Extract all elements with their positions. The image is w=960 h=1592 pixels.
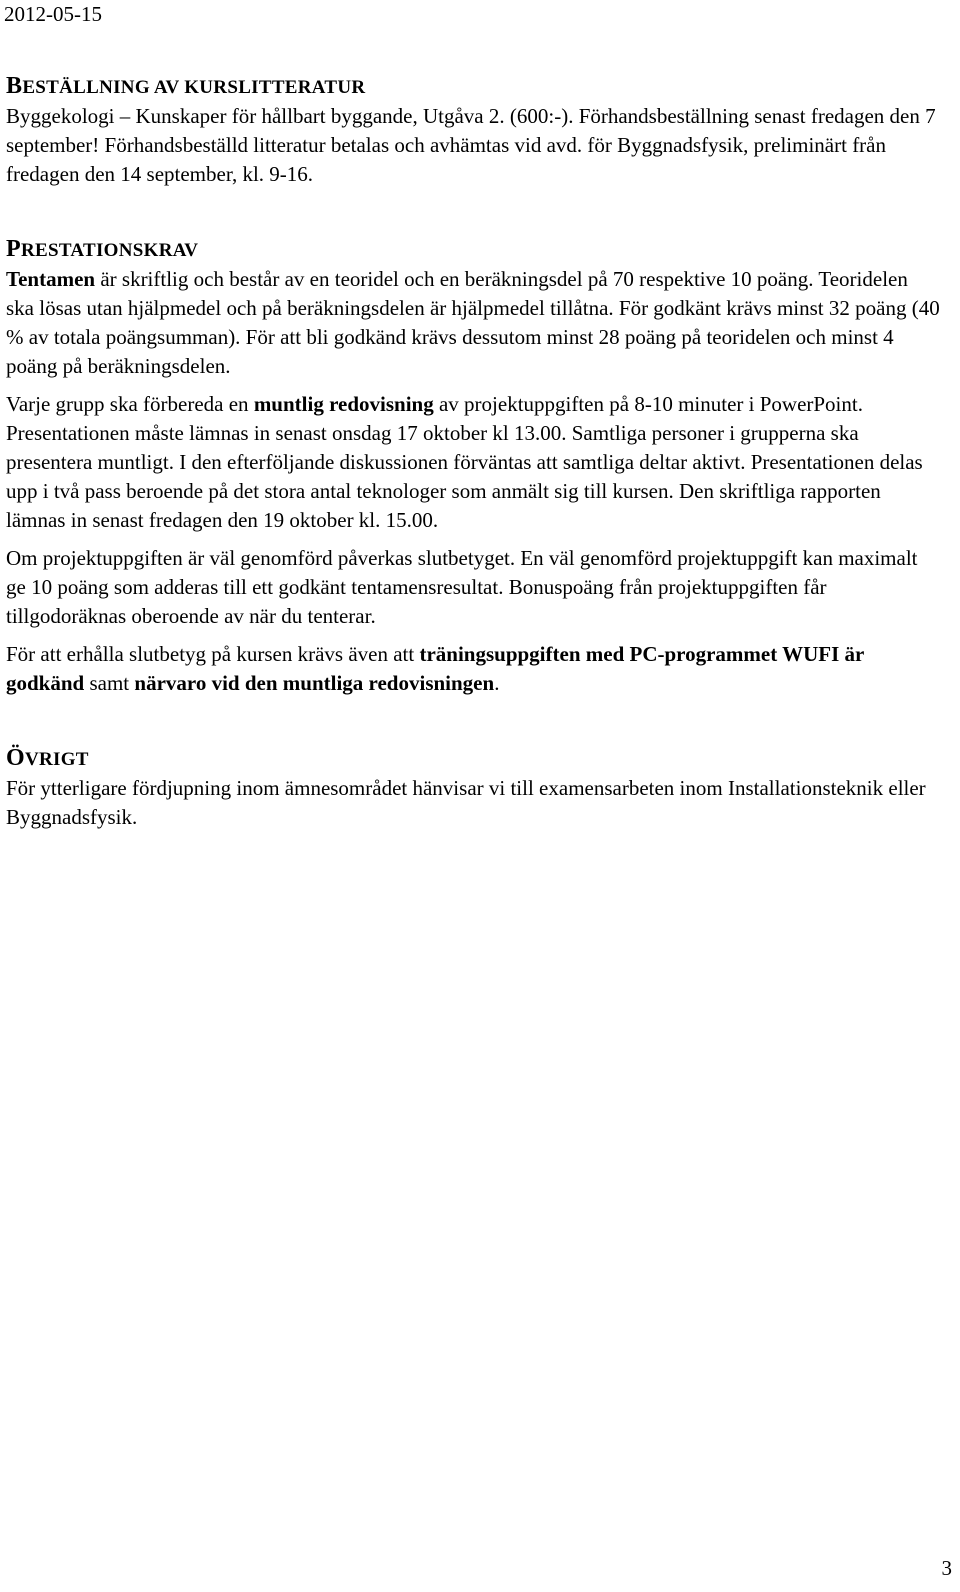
document-body (6, 72, 941, 832)
projektuppgift-paragraph: Om projektuppgiften är väl genomförd påverkas slutbetyget. En väl genomförd projektuppgift kan maximalt ge 10 poäng som adderas till ett godkänt tentamensresultat. Bonuspoäng från projektuppgiften får tillgodoräknas oberoende av när du tenterar. (6, 546, 918, 628)
heading-prestationskrav: PRESTATIONSKRAV (6, 236, 199, 262)
bestallning-text: Byggekologi – Kunskaper för hållbart byggande, Utgåva 2. (600:-). Förhandsbeställning senast fredagen den 7 september! Förhandsbeställd litteratur betalas och avhämtas vid avd. för Byggnadsfysik, preliminärt från fredagen den 14 september, kl. 9-16. (6, 104, 936, 186)
ovrigt-text: För ytterligare fördjupning inom ämnesområdet hänvisar vi till examensarbeten inom Installationsteknik eller Byggnadsfysik. (6, 776, 926, 829)
redovisning-paragraph: Varje grupp ska förbereda en muntlig redovisning av projektuppgiften på 8-10 minuter i PowerPoint. Presentationen måste lämnas in senast onsdag 17 oktober kl 13.00. Samtliga personer i grupperna ska presentera muntligt. I den efterföljande diskussionen förväntas att samtliga deltar aktivt. Presentationen delas upp i två pass beroende på det stora antal teknologer som anmält sig till kursen. Den skriftliga rapporten lämnas in senast fredagen den 19 oktober kl. 15.00. (6, 392, 923, 532)
heading-ovrigt: ÖVRIGT (6, 745, 89, 771)
page-number: 3 (941, 1556, 952, 1580)
slutbetyg-paragraph: För att erhålla slutbetyg på kursen krävs även att träningsuppgiften med PC-programmet WUFI är godkänd samt närvaro vid den muntliga redovisningen. (6, 642, 864, 695)
tentamen-paragraph: Tentamen är skriftlig och består av en teoridel och en beräkningsdel på 70 respektive 10 poäng. Teoridelen ska lösas utan hjälpmedel och på beräkningsdelen är hjälpmedel tillåtna. För godkänt krävs minst 32 poäng (40 % av totala poängsumman). För att bli godkänd krävs dessutom minst 28 poäng på teoridelen och minst 4 poäng på beräkningsdelen. (6, 267, 940, 378)
header-date: 2012-05-15 (4, 2, 102, 26)
heading-bestallning: BESTÄLLNING AV KURSLITTERATUR (6, 73, 366, 99)
